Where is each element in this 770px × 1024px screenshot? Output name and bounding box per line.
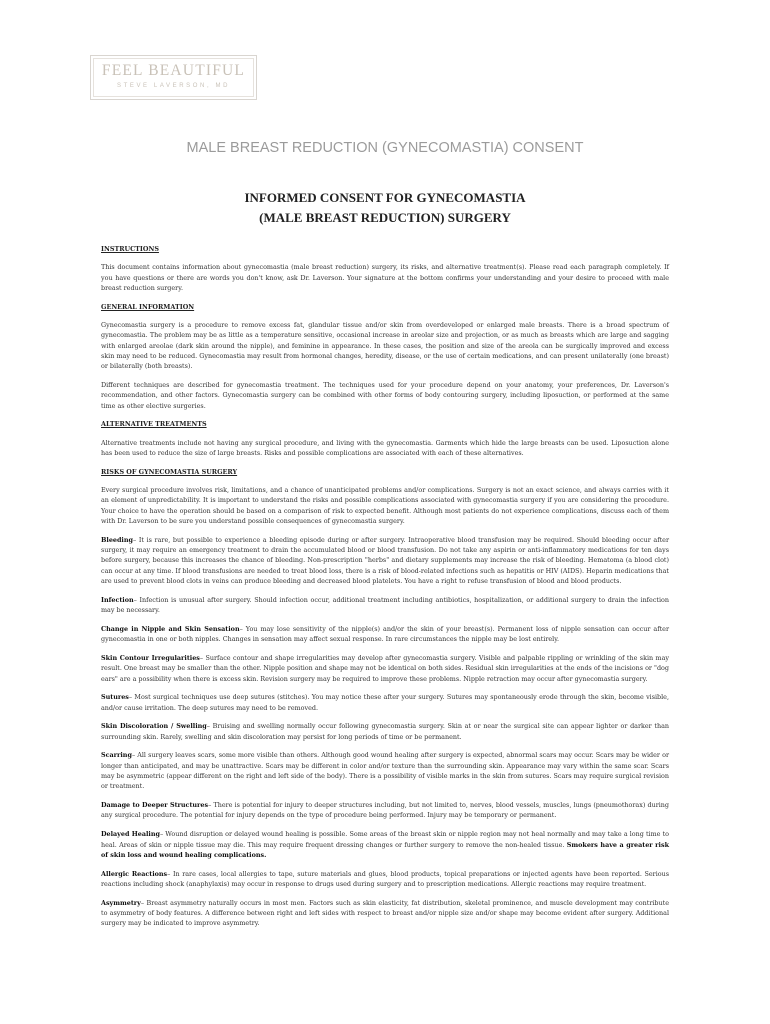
risk-label: Sutures — [101, 693, 129, 702]
risk-text: – It is rare, but possible to experience a bleeding episode during or after surgery. Intraoperative blood transfusion may be required. Should bleeding occur after surgery, it may require an emergency treatment to drain the accumulated blood or blood transfusion. Do not take any aspirin or anti-inflammatory medications for ten days before surgery, because this increases the chance of bleeding. Non-prescription "herbs" and dietary supplements may increase the risk of bleeding. Hematoma (a blood clot) can occur at any time. If blood transfusions are needed to treat blood loss, there is a risk of blood-related infections such as hepatitis or HIV (AIDS). Heparin medications that are used to prevent blood clots in veins can produce bleeding and decreased blood platelets. You have a right to refuse transfusion of blood and blood products. — [101, 535, 669, 585]
risk-label: Delayed Healing — [101, 830, 160, 839]
general-paragraph-2: Different techniques are described for gynecomastia treatment. The techniques used for your procedure depend on your anatomy, your preferences, Dr. Laverson's recommendation, and other factors. Gynecomastia surgery can be combined with other forms of body contouring surgery, including liposuction, or performed at the same time as other elective surgeries. — [101, 380, 669, 410]
section-title-alternative: ALTERNATIVE TREATMENTS — [101, 420, 207, 429]
risk-label: Skin Contour Irregularities — [101, 653, 200, 662]
risk-item — [101, 624, 669, 645]
risk-text: – In rare cases, local allergies to tape, suture materials and glues, blood products, topical preparations or injected agents have been reported. Serious reactions including shock (anaphylaxis) may occur in response to drugs used during surgery and to prescription medications. Allergic reactions may require treatment. — [101, 869, 669, 888]
risk-text: – Most surgical techniques use deep sutures (stitches). You may notice these after your surgery. Sutures may spontaneously erode through the skin, become visible, and/or cause irritation. The deep sutures may need to be removed. — [101, 693, 669, 712]
document-body — [101, 244, 669, 937]
risk-item — [101, 898, 669, 929]
instructions-text: This document contains information about gynecomastia (male breast reduction) surgery, its risks, and alternative treatment(s). Please read each paragraph completely. If you have questions or there are words you don't know, ask Dr. Laverson. Your signature at the bottom confirms your understanding and your desire to proceed with male breast reduction surgery. — [101, 263, 669, 292]
risk-item — [101, 869, 669, 890]
alternative-text: Alternative treatments include not having any surgical procedure, and living with the gynecomastia. Garments which hide the large breasts can be used. Liposuction alone has been used to reduce the size of large breasts. Risks and possible complications are associated with each of these alternatives. — [101, 438, 669, 457]
risk-label: Infection — [101, 595, 134, 604]
general-paragraph-1: Gynecomastia surgery is a procedure to remove excess fat, glandular tissue and/or skin from overdeveloped or enlarged male breasts. There is a broad spectrum of gynecomastia. The problem may be as little as a temperature sensitive, occasional increase in areolar size and projection, or as much as breasts which are large and sagging with enlarged areolae (dark skin around the nipple), and feminine in appearance. In these cases, the position and size of the areola can be surgically improved and excess skin may need to be reduced. Gynecomastia may result from hormonal changes, heredity, disease, or the use of certain medications, and can present unilaterally (one breast) or bilaterally (both breasts). — [101, 320, 669, 371]
risk-text: – You may lose sensitivity of the nipple(s) and/or the skin of your breast(s). Permanent loss of nipple sensation can occur after gynecomastia in one or both nipples. Changes in sensation may affect sexual response. In rare circumstances the nipple may be lost entirely. — [101, 624, 669, 644]
logo-subtitle: STEVE LAVERSON, MD — [116, 83, 231, 89]
document-heading — [0, 188, 770, 228]
risk-text: – There is potential for injury to deeper structures including, but not limited to, nerves, blood vessels, muscles, lungs (pneumothorax) during any surgical procedure. The potential for injury depends on the type of procedure being performed. Injury may be temporary or permanent. — [101, 801, 669, 820]
risk-text: – All surgery leaves scars, some more visible than others. Although good wound healing after surgery is expected, abnormal scars may occur. Scars may be wider or longer than anticipated, and may be unattractive. Scars may be different in color and/or texture than the surrounding skin. Appearance may vary within the same scar. Scars may be asymmetric (appear different on the right and left side of the body). There is a possibility of visible marks in the skin from sutures. Scars may require surgical revision or treatment. — [101, 751, 669, 791]
risk-text: – Infection is unusual after surgery. Should infection occur, additional treatment including antibiotics, hospitalization, or additional surgery to drain the infection may be necessary. — [101, 595, 669, 615]
risk-label: Bleeding — [101, 535, 133, 544]
risk-text: – Bruising and swelling normally occur following gynecomastia surgery. Skin at or near the surgical site can appear lighter or darker than surrounding skin. Rarely, swelling and skin discoloration may persist for long periods of time or be permanent. — [101, 722, 669, 741]
section-title-risks: RISKS OF GYNECOMASTIA SURGERY — [101, 467, 238, 476]
risk-text: – Breast asymmetry naturally occurs in most men. Factors such as skin elasticity, fat distribution, skeletal prominence, and muscle development may contribute to asymmetry of body features. A difference between right and left sides with respect to breast and/or nipple size and/or shape may become evident after surgery. Additional surgery may be indicated to improve asymmetry. — [101, 898, 669, 928]
risks-intro: Every surgical procedure involves risk, limitations, and a chance of unanticipated problems and/or complications. Surgery is not an exact science, and always carries with it an element of unpredictability. It is important to understand the risks and possible complications associated with gynecomastia surgery if you are considering the procedure. Your choice to have the operation should be based on a comparison of risk to expected benefit. Although most patients do not experience complications, discuss each of them with Dr. Laverson to be sure you understand possible consequences of gynecomastia surgery. — [101, 486, 669, 525]
section-title-general: GENERAL INFORMATION — [101, 302, 195, 311]
risk-item — [101, 800, 669, 821]
heading-line-1: INFORMED CONSENT FOR GYNECOMASTIA — [244, 190, 526, 205]
section-title-instructions: INSTRUCTIONS — [101, 245, 159, 253]
risk-item — [101, 653, 669, 684]
risk-item — [101, 595, 669, 616]
risk-text: – Wound disruption or delayed wound healing is possible. Some areas of the breast skin or nipple region may not heal normally and may take a long time to heal. Areas of skin or nipple tissue may die. This may require frequent dressing changes or further surgery to remove the non-healed tissue. — [101, 830, 669, 849]
risk-item — [101, 692, 669, 713]
risk-label: Skin Discoloration / Swelling — [101, 722, 207, 731]
risk-text: – Surface contour and shape irregularities may develop after gynecomastia surgery. Visible and palpable rippling or wrinkling of the skin may result. One breast may be smaller than the other. Nipple position and shape may not be identical on both sides. Residual skin irregularities at the ends of the incisions or "dog ears" are a possibility when there is excess skin. Revision surgery may be required to improve these problems. Nipple retraction may occur after gynecomastia surgery. — [101, 653, 670, 683]
page-title: MALE BREAST REDUCTION (GYNECOMASTIA) CONSENT — [186, 140, 584, 156]
risk-emphasis: Smokers have a greater risk of skin loss and wound healing complications. — [101, 840, 670, 859]
risk-label: Damage to Deeper Structures — [101, 801, 209, 810]
risk-label: Allergic Reactions — [101, 869, 168, 878]
heading-line-2: (MALE BREAST REDUCTION) SURGERY — [259, 210, 511, 225]
logo-name: FEEL BEAUTIFUL — [101, 62, 246, 79]
risk-item — [101, 829, 669, 860]
risk-item — [101, 721, 669, 742]
risk-label: Asymmetry — [101, 898, 141, 907]
risk-label: Scarring — [101, 751, 132, 760]
risk-item — [101, 535, 669, 586]
risk-label: Change in Nipple and Skin Sensation — [101, 624, 240, 633]
logo — [90, 55, 257, 100]
risk-item — [101, 750, 669, 791]
